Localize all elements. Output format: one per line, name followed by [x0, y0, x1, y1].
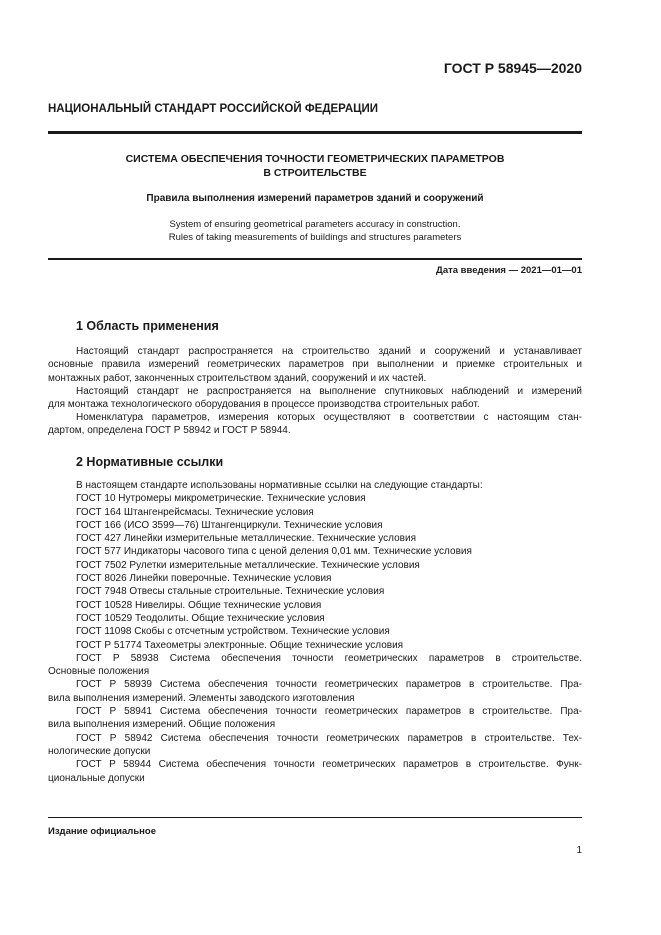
english-title [48, 218, 582, 244]
text-line: Основные положения [48, 666, 150, 678]
national-standard-banner: НАЦИОНАЛЬНЫЙ СТАНДАРТ РОССИЙСКОЙ ФЕДЕРАЦИИ [48, 103, 379, 115]
title-line-1: СИСТЕМА ОБЕСПЕЧЕНИЯ ТОЧНОСТИ ГЕОМЕТРИЧЕСКИХ ПАРАМЕТРОВ [125, 153, 505, 165]
text-line: нологические допуски [48, 745, 151, 757]
reference-item [48, 705, 582, 732]
text-line: ГОСТ Р 51774 Тахеометры электронные. Общие технические условия [76, 639, 404, 651]
text-line: Номенклатура параметров, измерения которых осуществляют в соответствии с настоящим стан- [76, 412, 582, 423]
reference-item [48, 678, 582, 705]
english-title-line-2: Rules of taking measurements of buildings and structures parameters [168, 232, 462, 243]
section-1-heading: 1 Область применения [76, 319, 219, 333]
text-line: дартом, определена ГОСТ Р 58942 и ГОСТ Р 58944. [48, 425, 291, 437]
reference-item [48, 572, 582, 585]
text-line: для монтажа технологического оборудования в процессе производства строительных работ. [48, 399, 480, 411]
text-line: вила выполнения измерений. Общие положения [48, 719, 276, 731]
document-title [48, 152, 582, 180]
text-line: Настоящий стандарт распространяется на строительство зданий и сооружений и устанавливает [76, 346, 582, 357]
text-line: ГОСТ Р 58942 Система обеспечения точности геометрических параметров в строительстве. Тех- [76, 732, 582, 744]
reference-item [48, 506, 582, 519]
reference-item [48, 639, 582, 652]
text-line: ГОСТ 7502 Рулетки измерительные металлические. Технические условия [76, 559, 420, 571]
reference-item [48, 559, 582, 572]
text-line: ГОСТ 8026 Линейки поверочные. Технические условия [76, 573, 332, 585]
title-divider [48, 258, 582, 260]
normative-references-list [48, 479, 582, 785]
text-line: вила выполнения измерений. Элементы заводского изготовления [48, 692, 355, 704]
text-line: ГОСТ 7948 Отвесы стальные строительные. Технические условия [76, 586, 385, 598]
section-1-paragraph [48, 385, 582, 412]
text-line: ГОСТ 10529 Теодолиты. Общие технические условия [76, 612, 325, 624]
text-line: ГОСТ 10528 Нивелиры. Общие технические условия [76, 599, 322, 611]
section-1-paragraph [48, 345, 582, 385]
text-line: ГОСТ 11098 Скобы с отсчетным устройством. Технические условия [76, 626, 390, 638]
text-line: ГОСТ 10 Нутромеры микрометрические. Технические условия [76, 493, 366, 505]
reference-item [48, 758, 582, 785]
reference-item [48, 652, 582, 679]
official-edition-label: Издание официальное [48, 826, 156, 837]
text-line: ГОСТ 577 Индикаторы часового типа с ценой деления 0,01 мм. Технические условия [76, 546, 472, 558]
reference-item [48, 612, 582, 625]
text-line: Настоящий стандарт не распространяется на выполнение спутниковых наблюдений и измерений [76, 386, 582, 397]
introduction-date: Дата введения — 2021—01—01 [436, 265, 582, 276]
reference-item [48, 545, 582, 558]
footer-divider [48, 817, 582, 818]
reference-item [48, 519, 582, 532]
page-number: 1 [576, 845, 582, 856]
document-subtitle: Правила выполнения измерений параметров зданий и сооружений [146, 193, 484, 204]
text-line: ГОСТ Р 58939 Система обеспечения точности геометрических параметров в строительстве. Пра- [76, 679, 582, 691]
text-line: ГОСТ Р 58941 Система обеспечения точности геометрических параметров в строительстве. Пра- [76, 706, 582, 718]
text-line: ГОСТ 164 Штангенрейсмасы. Технические условия [76, 506, 314, 518]
text-line: В настоящем стандарте использованы нормативные ссылки на следующие стандарты: [76, 480, 483, 491]
references-intro [48, 479, 582, 492]
section-1-paragraph [48, 411, 582, 438]
reference-item [48, 599, 582, 612]
reference-item [48, 585, 582, 598]
section-2-heading: 2 Нормативные ссылки [76, 455, 224, 469]
text-line: ГОСТ 166 (ИСО 3599—76) Штангенциркули. Технические условия [76, 519, 383, 531]
text-line: ГОСТ Р 58938 Система обеспечения точности геометрических параметров в строительстве. [76, 652, 582, 664]
title-line-2: В СТРОИТЕЛЬСТВЕ [263, 167, 367, 179]
text-line: монтажных работ, законченных строительством зданий, сооружений и их частей. [48, 372, 427, 384]
english-title-line-1: System of ensuring geometrical parameters accuracy in construction. [169, 219, 461, 230]
reference-item [48, 532, 582, 545]
text-line: ГОСТ 427 Линейки измерительные металлические. Технические условия [76, 533, 416, 545]
text-line: циональные допуски [48, 772, 145, 784]
gost-number: ГОСТ Р 58945—2020 [443, 60, 582, 76]
reference-item [48, 625, 582, 638]
text-line: основные правила измерений геометрических параметров при выполнении и приемке строительных и [48, 359, 582, 371]
reference-item [48, 492, 582, 505]
header-divider [48, 131, 582, 134]
text-line: ГОСТ Р 58944 Система обеспечения точности геометрических параметров в строительстве. Функ- [76, 759, 582, 771]
reference-item [48, 732, 582, 759]
